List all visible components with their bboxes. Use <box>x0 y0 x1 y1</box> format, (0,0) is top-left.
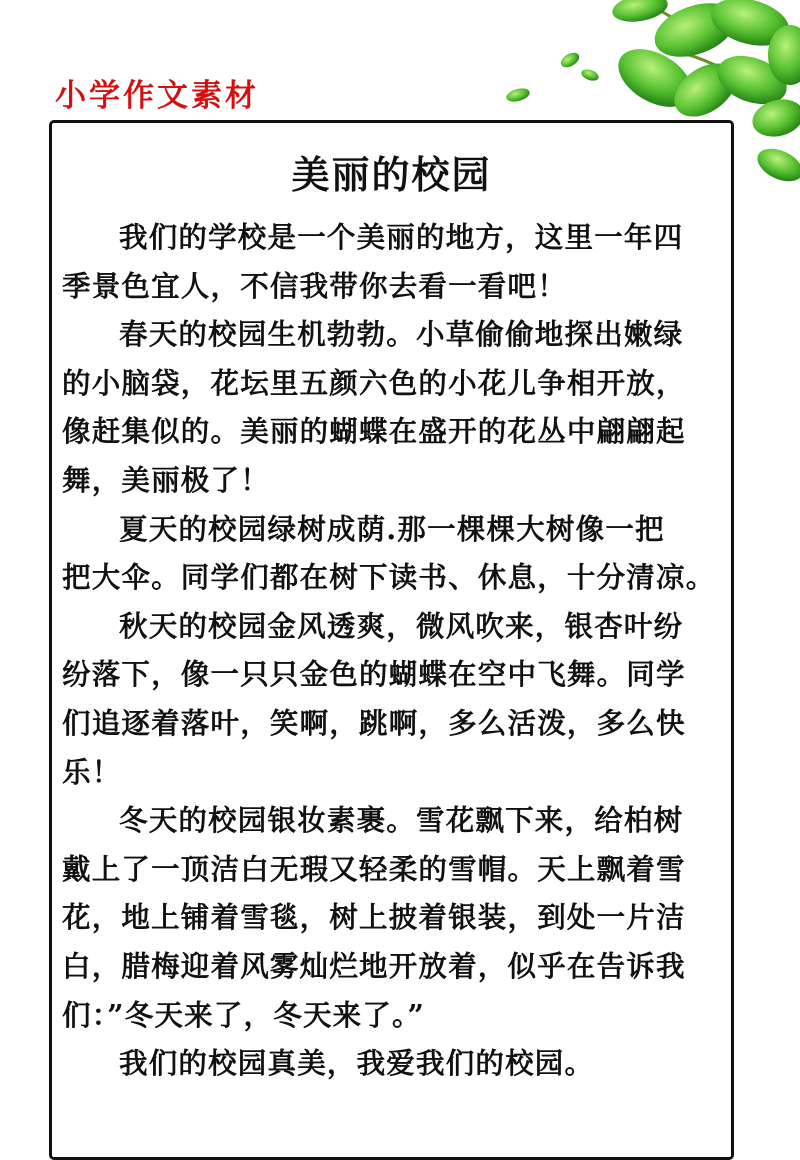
text-line: 乐！ <box>62 754 122 789</box>
paragraph <box>62 1039 734 1088</box>
paragraph <box>62 505 734 602</box>
text-line: 纷落下，像一只只金色的蝴蝶在空中飞舞。同学 <box>62 657 686 692</box>
text-line: 白，腊梅迎着风雾灿烂地开放着，似乎在告诉我 <box>62 948 686 983</box>
text-line: 季景色宜人，不信我带你去看一看吧！ <box>62 268 567 303</box>
text-line: 花，地上铺着雪毯，树上披着银装，到处一片洁 <box>62 900 686 935</box>
paragraph <box>62 602 734 796</box>
paragraph <box>62 310 734 504</box>
text-line: 的小脑袋，花坛里五颜六色的小花儿争相开放， <box>62 365 686 400</box>
text-line: 我们的学校是一个美丽的地方，这里一年四 <box>119 220 684 254</box>
text-line: 们追逐着落叶，笑啊，跳啊，多么活泼，多么快 <box>62 705 686 740</box>
text-line: 像赶集似的。美丽的蝴蝶在盛开的花丛中翩翩起 <box>62 414 686 449</box>
text-line: 我们的校园真美，我爱我们的校园。 <box>119 1046 595 1081</box>
header-label: 小学作文素材 <box>55 78 259 114</box>
text-line: 舞，美丽极了！ <box>62 462 270 497</box>
text-line: 秋天的校园金风透爽，微风吹来，银杏叶纷 <box>119 608 684 643</box>
document-title: 美丽的校园 <box>291 152 492 197</box>
text-line: 春天的校园生机勃勃。小草偷偷地探出嫩绿 <box>119 317 684 352</box>
paragraph <box>62 213 734 310</box>
text-line: 们：”冬天来了，冬天来了。” <box>62 997 426 1032</box>
document-body <box>62 213 734 1088</box>
text-line: 冬天的校园银妆素裹。雪花飘下来，给柏树 <box>119 803 684 838</box>
text-line: 把大伞。同学们都在树下读书、休息，十分清凉。 <box>62 560 716 595</box>
paragraph <box>62 796 734 1039</box>
text-line: 夏天的校园绿树成荫.那一棵棵大树像一把 <box>119 511 665 546</box>
text-line: 戴上了一顶洁白无瑕又轻柔的雪帽。天上飘着雪 <box>62 851 686 886</box>
